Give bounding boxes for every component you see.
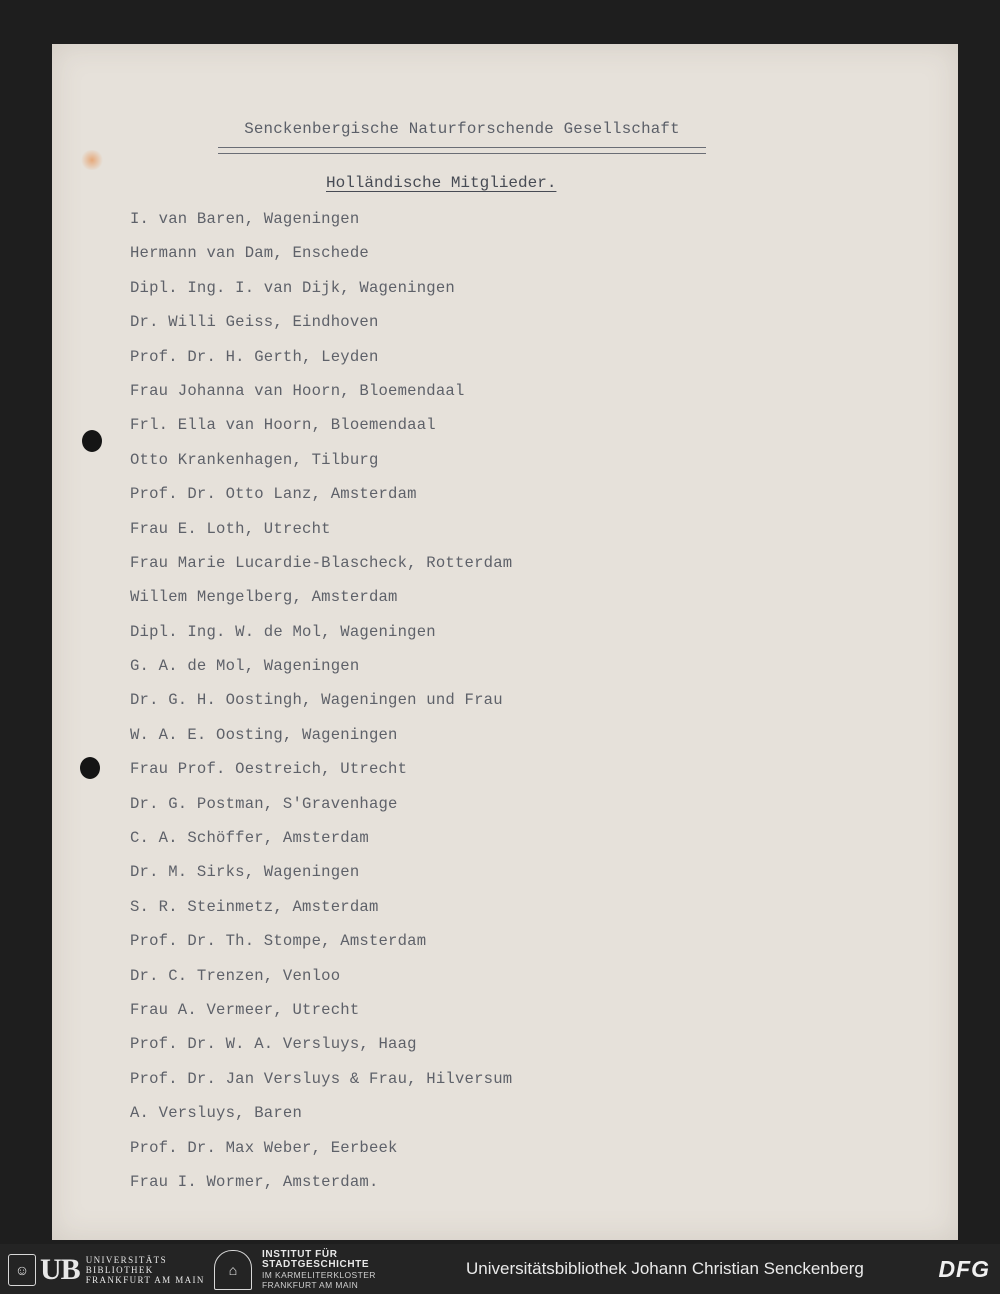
ifs-line: INSTITUT FÜR xyxy=(262,1249,338,1260)
paper-stain xyxy=(80,150,104,170)
header-double-rule xyxy=(218,147,706,154)
ub-line: FRANKFURT AM MAIN xyxy=(85,1275,205,1285)
list-item: Willem Mengelberg, Amsterdam xyxy=(130,588,398,607)
library-name[interactable]: Universitätsbibliothek Johann Christian Senckenberg xyxy=(466,1259,864,1278)
list-item: Frau E. Loth, Utrecht xyxy=(130,519,331,538)
list-item: I. van Baren, Wageningen xyxy=(130,210,360,228)
list-item: Frau I. Wormer, Amsterdam. xyxy=(130,1172,379,1191)
list-item: Frau A. Vermeer, Utrecht xyxy=(130,1000,360,1019)
list-item: Dr. Willi Geiss, Eindhoven xyxy=(130,313,379,332)
list-item: W. A. E. Oosting, Wageningen xyxy=(130,725,398,744)
list-item: A. Versluys, Baren xyxy=(130,1104,303,1123)
list-item: Frl. Ella van Hoorn, Bloemendaal xyxy=(130,416,436,435)
ub-line: UNIVERSITÄTS xyxy=(85,1255,167,1265)
document-header: Senckenbergische Naturforschende Gesellschaft xyxy=(244,120,680,138)
list-item: Prof. Dr. H. Gerth, Leyden xyxy=(130,347,379,366)
portrait-crest-icon: ☺ xyxy=(8,1254,36,1286)
ifs-line: STADTGESCHICHTE xyxy=(262,1259,370,1270)
punch-hole xyxy=(82,430,102,452)
list-item: Prof. Dr. Jan Versluys & Frau, Hilversum xyxy=(130,1069,513,1088)
list-item: Prof. Dr. W. A. Versluys, Haag xyxy=(130,1035,417,1054)
ub-text xyxy=(86,1255,205,1285)
list-item: Prof. Dr. Otto Lanz, Amsterdam xyxy=(130,485,417,504)
list-item: Frau Prof. Oestreich, Utrecht xyxy=(130,760,408,779)
list-item: Dr. M. Sirks, Wageningen xyxy=(130,863,360,882)
list-item: G. A. de Mol, Wageningen xyxy=(130,657,360,676)
viewer-footer xyxy=(0,1244,1000,1294)
list-item: Frau Johanna van Hoorn, Bloemendaal xyxy=(130,381,465,400)
list-item: Dipl. Ing. W. de Mol, Wageningen xyxy=(130,622,436,641)
list-item: Otto Krankenhagen, Tilburg xyxy=(130,450,379,469)
list-item: C. A. Schöffer, Amsterdam xyxy=(130,829,369,848)
dfg-logo[interactable]: DFG xyxy=(938,1256,990,1282)
list-item: Dr. G. Postman, S'Gravenhage xyxy=(130,794,398,813)
list-item: Dipl. Ing. I. van Dijk, Wageningen xyxy=(130,278,455,297)
ub-logo[interactable] xyxy=(8,1254,205,1286)
ifs-line: FRANKFURT AM MAIN xyxy=(262,1280,359,1290)
list-item: Dr. C. Trenzen, Venloo xyxy=(130,966,341,985)
list-item: Prof. Dr. Max Weber, Eerbeek xyxy=(130,1138,398,1157)
list-item: Dr. G. H. Oostingh, Wageningen und Frau xyxy=(130,691,503,710)
ifs-line: IM KARMELITERKLOSTER xyxy=(262,1270,376,1280)
document-subtitle: Holländische Mitglieder. xyxy=(326,174,557,192)
list-item: Hermann van Dam, Enschede xyxy=(130,244,369,263)
arch-crest-icon: ⌂ xyxy=(214,1250,252,1290)
punch-hole xyxy=(80,757,100,779)
ifs-logo[interactable] xyxy=(214,1250,376,1290)
ub-line: BIBLIOTHEK xyxy=(85,1265,154,1275)
list-item: S. R. Steinmetz, Amsterdam xyxy=(130,897,379,916)
member-list xyxy=(130,207,512,1204)
ub-mark: UB xyxy=(40,1253,80,1286)
list-item: Frau Marie Lucardie-Blascheck, Rotterdam xyxy=(130,553,513,572)
list-item: Prof. Dr. Th. Stompe, Amsterdam xyxy=(130,932,427,951)
ifs-text xyxy=(262,1250,376,1290)
